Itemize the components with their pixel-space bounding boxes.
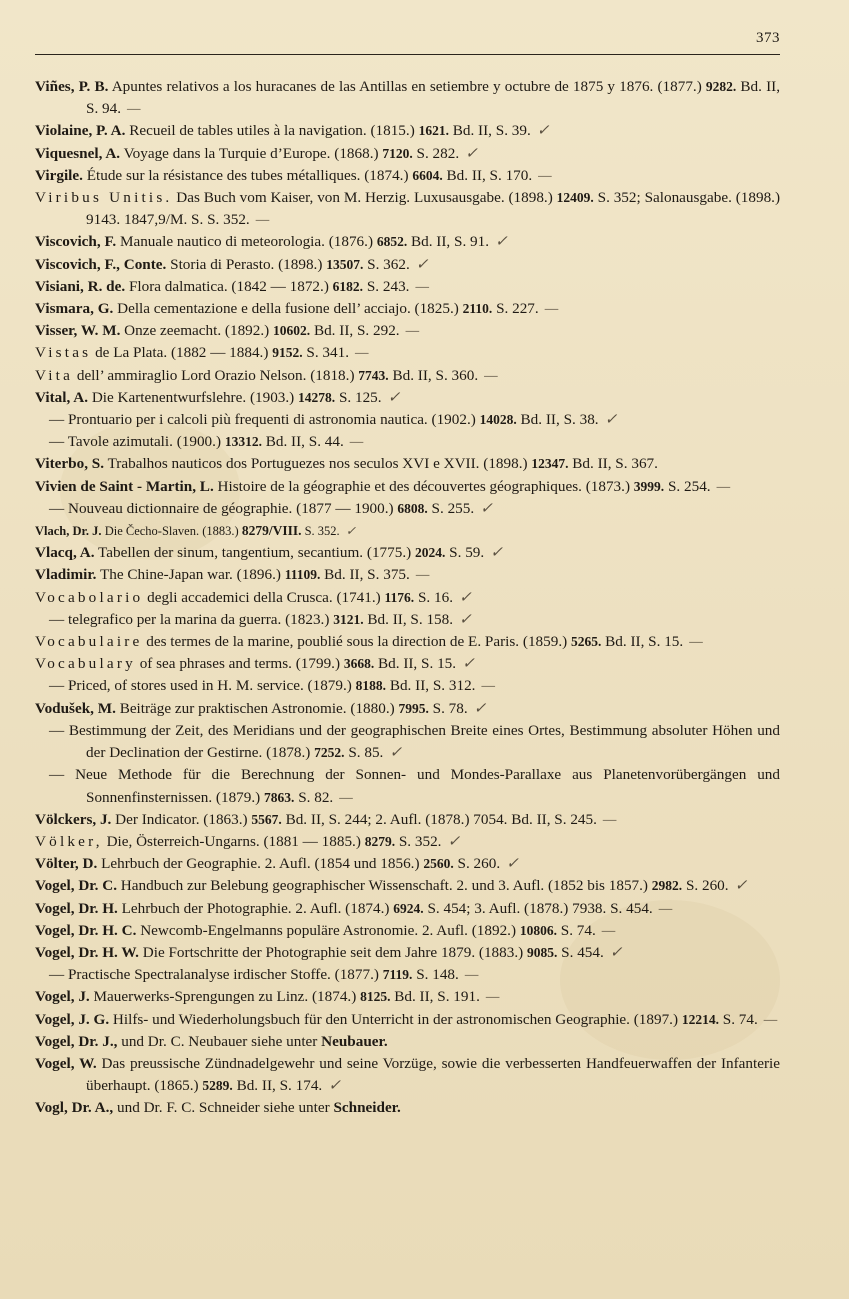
index-entry — [35, 831, 780, 853]
handwritten-dash-icon: — — [415, 277, 429, 295]
entry-reference: Schneider. — [333, 1099, 401, 1117]
handwritten-dash-icon: — — [484, 366, 498, 384]
entry-title: Mauerwerks-Sprengungen zu Linz. (1874.) — [89, 988, 361, 1006]
handwritten-check-icon: ✓ — [345, 524, 357, 539]
entry-number: 2560. — [423, 856, 454, 872]
index-entry — [35, 320, 780, 342]
entry-title: Étude sur la résistance des tubes métalliques. (1874.) — [82, 166, 413, 184]
entry-number: 9152. — [272, 345, 303, 361]
entry-reference: Bd. II, S. 170. — [442, 166, 533, 184]
entry-title: Die Fortschritte der Photographie seit dem Jahre 1879. (1883.) — [138, 943, 527, 961]
entry-number: 8125. — [360, 989, 391, 1005]
entry-heading: Viñes, P. B. — [35, 78, 109, 95]
index-entry — [35, 231, 780, 253]
index-subentry — [35, 764, 780, 808]
handwritten-dash-icon: — — [763, 1010, 778, 1028]
index-entry — [35, 1097, 780, 1119]
entry-number: 7119. — [382, 967, 413, 983]
index-entry — [35, 1053, 780, 1097]
handwritten-check-icon: ✓ — [734, 877, 748, 895]
entry-number: 7252. — [314, 745, 345, 761]
entry-number: 10806. — [519, 922, 557, 938]
entry-heading: — — [49, 499, 65, 517]
index-subentry — [35, 964, 780, 986]
index-entry — [35, 365, 780, 387]
entry-reference: S. 255. — [427, 499, 475, 517]
entry-heading: Vistas — [35, 344, 92, 362]
entry-heading: — — [49, 966, 65, 984]
entry-number: 6604. — [412, 167, 443, 183]
entry-heading: Visiani, R. de. — [35, 277, 126, 295]
entry-title: Practische Spectralanalyse irdischer Stoffe. (1877.) — [64, 966, 383, 984]
entry-reference: Bd. II, S. 15. — [601, 633, 684, 651]
entry-number: 11109. — [284, 567, 321, 583]
handwritten-dash-icon: — — [485, 988, 500, 1006]
handwritten-dash-icon: — — [689, 633, 703, 651]
entry-heading: — — [49, 677, 65, 695]
index-subentry — [35, 609, 780, 631]
entry-title: Storia di Perasto. (1898.) — [166, 255, 327, 273]
entry-reference: S. 78. — [428, 699, 468, 717]
entry-title: Die Kartenentwurfslehre. (1903.) — [88, 388, 299, 406]
index-entry — [35, 920, 780, 942]
handwritten-check-icon: ✓ — [506, 855, 519, 873]
handwritten-check-icon: ✓ — [462, 655, 475, 673]
entry-title: Trabalhos nauticos dos Portuguezes nos seculos XVI e XVII. (1898.) — [104, 455, 532, 473]
page-number: 373 — [756, 30, 780, 46]
entry-heading: Vogl, Dr. A., — [35, 1099, 114, 1117]
handwritten-check-icon: ✓ — [389, 744, 403, 762]
index-entry — [35, 564, 780, 586]
entry-reference: S. 16. — [414, 588, 453, 606]
entry-number: 7743. — [358, 367, 389, 383]
entry-number: 13312. — [224, 434, 262, 450]
entry-heading: Viterbo, S. — [35, 455, 105, 473]
entry-heading: Viscovich, F., Conte. — [35, 255, 167, 273]
index-entry — [35, 653, 780, 675]
entry-number: 5265. — [570, 634, 602, 650]
handwritten-dash-icon: — — [544, 300, 559, 318]
entry-title: Beiträge zur praktischen Astronomie. (1880.) — [115, 699, 399, 717]
entry-heading: Viscovich, F. — [35, 233, 117, 251]
entry-title: Die Čecho-Slaven. (1883.) — [101, 524, 242, 539]
index-entry — [35, 542, 780, 564]
entry-title: Der Indicator. (1863.) — [111, 810, 252, 828]
handwritten-dash-icon: — — [464, 966, 479, 984]
index-entry — [35, 298, 780, 320]
entry-title: Recueil de tables utiles à la navigation. (1815.) — [125, 122, 419, 140]
entry-reference: Bd. II, S. 94. — [86, 78, 780, 118]
index-entry — [35, 986, 780, 1008]
entry-reference: S. 148. — [412, 966, 459, 984]
entry-heading: Vogel, J. G. — [35, 1010, 110, 1028]
entry-heading: Vital, A. — [35, 388, 89, 406]
entry-title: und Dr. C. Neubauer siehe unter — [117, 1032, 322, 1050]
handwritten-check-icon: ✓ — [473, 699, 487, 717]
entry-heading: Vocabulary — [35, 655, 136, 673]
handwritten-check-icon: ✓ — [415, 255, 429, 273]
entry-heading: Virgile. — [35, 166, 83, 184]
handwritten-check-icon: ✓ — [328, 1077, 341, 1095]
entry-number: 3999. — [633, 478, 665, 494]
entry-number: 5289. — [202, 1078, 233, 1094]
entry-reference: Bd. II, S. 360. — [388, 366, 479, 384]
index-entry — [35, 187, 780, 231]
index-entry — [35, 453, 780, 475]
entry-number: 6924. — [393, 900, 424, 916]
entry-reference: S. 243. — [363, 277, 410, 295]
entry-number: 8279. — [364, 833, 396, 849]
entry-number: 12214. — [681, 1011, 719, 1027]
handwritten-dash-icon: — — [481, 677, 495, 695]
entry-reference: S. 260. — [682, 877, 729, 895]
entry-number: 9085. — [527, 944, 558, 960]
entry-heading: Visser, W. M. — [35, 322, 121, 340]
entry-title: Lehrbuch der Geographie. 2. Aufl. (1854 und 1856.) — [97, 855, 424, 873]
index-subentry — [35, 675, 780, 697]
entry-title: Handbuch zur Belebung geographischer Wissenschaft. 2. und 3. Aufl. (1852 bis 1857.) — [117, 877, 652, 895]
entry-title: Della cementazione e della fusione dell’ acciajo. (1825.) — [113, 300, 463, 318]
entry-title: degli accademici della Crusca. (1741.) — [143, 588, 385, 606]
entry-reference: S. 352. — [301, 524, 340, 539]
index-entries — [35, 76, 780, 1120]
entry-title: Tabellen der sinum, tangentium, secantium. (1775.) — [94, 544, 415, 562]
handwritten-dash-icon: — — [349, 433, 364, 451]
entry-title: Tavole azimutali. (1900.) — [64, 433, 225, 451]
entry-reference: S. 82. — [294, 788, 334, 806]
entry-title: Voyage dans la Turquie d’Europe. (1868.) — [120, 144, 383, 162]
entry-heading: — — [49, 721, 65, 739]
entry-title: Onze zeemacht. (1892.) — [120, 322, 274, 340]
handwritten-check-icon: ✓ — [480, 499, 493, 517]
entry-heading: — — [49, 766, 65, 784]
entry-number: 13507. — [326, 256, 364, 272]
handwritten-dash-icon: — — [127, 100, 141, 118]
entry-title: telegrafico per la marina da guerra. (1823.) — [64, 610, 334, 628]
entry-number: 3121. — [333, 611, 364, 627]
entry-number: 2982. — [651, 878, 683, 894]
index-entry — [35, 254, 780, 276]
entry-reference: S. 362. — [363, 255, 410, 273]
handwritten-dash-icon: — — [339, 788, 353, 806]
entry-number: 10602. — [273, 323, 311, 339]
entry-reference: S. 227. — [492, 300, 539, 318]
entry-title: Prontuario per i calcoli più frequenti di astronomia nautica. (1902.) — [64, 411, 480, 429]
entry-heading: Völter, D. — [35, 855, 98, 873]
entry-reference: Bd. II, S. 91. — [407, 233, 490, 251]
handwritten-check-icon: ✓ — [447, 832, 461, 850]
entry-number: 1176. — [384, 589, 415, 605]
entry-reference: Bd. II, S. 375. — [320, 566, 410, 584]
entry-number: 7863. — [264, 789, 295, 805]
index-entry — [35, 520, 780, 542]
entry-number: 8279/VIII. — [241, 523, 302, 539]
index-entry — [35, 1031, 780, 1053]
header-rule — [35, 54, 780, 55]
entry-number: 14278. — [298, 389, 336, 405]
handwritten-dash-icon: — — [538, 166, 552, 184]
entry-heading: Vogel, Dr. C. — [35, 877, 117, 895]
entry-heading: Vocabulaire — [35, 633, 143, 651]
entry-reference: S. 59. — [445, 544, 485, 562]
entry-number: 5567. — [251, 811, 282, 827]
entry-heading: — — [49, 433, 65, 451]
entry-number: 2110. — [462, 301, 493, 317]
index-entry — [35, 120, 780, 142]
entry-heading: Vogel, Dr. H. — [35, 899, 118, 917]
index-entry — [35, 875, 780, 897]
entry-title: Hilfs- und Wiederholungsbuch für den Unterricht in der astronomischen Geographie. (1897.) — [109, 1010, 682, 1028]
index-entry — [35, 698, 780, 720]
entry-title: Neue Methode für die Berechnung der Sonnen- und Mondes-Parallaxe aus Planetenvorübergängen und Sonnenfinsternissen. (1879.) — [64, 766, 780, 806]
entry-heading: Vogel, W. — [35, 1054, 97, 1072]
entry-number: 7120. — [382, 145, 413, 161]
entry-title: Flora dalmatica. (1842 — 1872.) — [125, 277, 333, 295]
entry-number: 9282. — [705, 79, 737, 94]
entry-title: Lehrbuch der Photographie. 2. Aufl. (1874.) — [117, 899, 394, 917]
handwritten-dash-icon: — — [415, 566, 430, 584]
entry-heading: Vodušek, M. — [35, 699, 116, 717]
entry-heading: Vlach, Dr. J. — [35, 524, 102, 539]
entry-title: Das Buch vom Kaiser, von M. Herzig. Luxusausgabe. (1898.) — [172, 189, 557, 207]
handwritten-dash-icon: — — [601, 921, 616, 939]
handwritten-dash-icon: — — [658, 899, 673, 917]
entry-reference: S. 282. — [412, 144, 460, 162]
entry-number: 1621. — [418, 123, 449, 139]
entry-title: Priced, of stores used in H. M. service. (1879.) — [64, 677, 356, 695]
entry-number: 3668. — [343, 656, 375, 672]
entry-title: The Chine-Japan war. (1896.) — [96, 566, 285, 584]
entry-reference: S. 74. — [556, 921, 596, 939]
entry-heading: Völckers, J. — [35, 810, 112, 828]
entry-heading: Vismara, G. — [35, 300, 114, 318]
index-entry — [35, 387, 780, 409]
index-entry — [35, 143, 780, 165]
entry-title: Die, Österreich-Ungarns. (1881 — 1885.) — [102, 832, 365, 850]
entry-heading: Vita — [35, 366, 74, 384]
entry-number: 6182. — [332, 278, 364, 294]
entry-reference: Bd. II, S. 312. — [386, 677, 476, 695]
entry-number: 12347. — [531, 456, 569, 472]
index-subentry — [35, 409, 780, 431]
handwritten-dash-icon: — — [355, 344, 369, 362]
entry-title: Nouveau dictionnaire de géographie. (1877 — 1900.) — [64, 499, 398, 517]
entry-heading: — — [49, 610, 65, 628]
entry-reference: Bd. II, S. 38. — [516, 411, 599, 429]
index-entry — [35, 342, 780, 364]
entry-reference: Bd. II, S. 367. — [568, 455, 658, 473]
handwritten-check-icon: ✓ — [387, 388, 401, 406]
handwritten-check-icon: ✓ — [459, 588, 472, 606]
entry-title: des termes de la marine, poublié sous la direction de E. Paris. (1859.) — [142, 633, 571, 651]
index-entry — [35, 1009, 780, 1031]
handwritten-check-icon: ✓ — [604, 411, 618, 429]
handwritten-check-icon: ✓ — [536, 122, 550, 140]
index-entry — [35, 165, 780, 187]
handwritten-check-icon: ✓ — [609, 943, 623, 961]
entry-reference: S. 352. — [395, 832, 442, 850]
index-subentry — [35, 720, 780, 764]
entry-number: 6852. — [376, 234, 408, 250]
entry-reference: Bd. II, S. 174. — [232, 1077, 323, 1095]
entry-heading: Vladimir. — [35, 566, 97, 584]
entry-reference: S. 260. — [453, 855, 501, 873]
index-subentry — [35, 431, 780, 453]
entry-reference: S. 341. — [302, 344, 350, 362]
entry-reference: S. 125. — [335, 388, 382, 406]
index-entry — [35, 942, 780, 964]
entry-reference: S. 454. — [557, 943, 604, 961]
entry-title: de La Plata. (1882 — 1884.) — [91, 344, 273, 362]
entry-heading: Vogel, Dr. H. C. — [35, 921, 137, 939]
index-entry — [35, 898, 780, 920]
handwritten-check-icon: ✓ — [459, 610, 472, 628]
entry-number: 6808. — [397, 500, 428, 516]
handwritten-dash-icon: — — [405, 322, 420, 340]
entry-heading: — — [49, 411, 65, 429]
entry-reference: S. 74. — [718, 1010, 758, 1028]
entry-heading: Völker, — [35, 832, 103, 850]
handwritten-dash-icon: — — [716, 477, 731, 495]
entry-title: dell’ ammiraglio Lord Orazio Nelson. (1818.) — [73, 366, 359, 384]
entry-reference: Bd. II, S. 292. — [310, 322, 400, 340]
entry-title: Das preussische Zündnadelgewehr und seine Vorzüge, sowie die verbesserten Handfeuerwaffen der Infanterie überhaupt. (1865.) — [86, 1054, 780, 1095]
handwritten-check-icon: ✓ — [490, 544, 503, 562]
index-entry — [35, 631, 780, 653]
entry-reference: Bd. II, S. 44. — [261, 433, 344, 451]
index-subentry — [35, 498, 780, 520]
entry-title: Newcomb-Engelmanns populäre Astronomie. 2. Aufl. (1892.) — [136, 921, 520, 939]
entry-number: 2024. — [414, 545, 446, 561]
index-entry — [35, 476, 780, 498]
entry-reference: Bd. II, S. 15. — [374, 655, 457, 673]
entry-heading: Viquesnel, A. — [35, 144, 121, 162]
entry-heading: Vlacq, A. — [35, 544, 95, 562]
entry-heading: Vocabolario — [35, 588, 144, 606]
entry-heading: Vogel, J. — [35, 988, 90, 1006]
entry-heading: Viribus Unitis. — [35, 189, 173, 207]
index-entry — [35, 587, 780, 609]
entry-title: und Dr. F. C. Schneider siehe unter — [113, 1099, 334, 1117]
entry-heading: Vogel, Dr. H. W. — [35, 943, 139, 961]
entry-heading: Violaine, P. A. — [35, 122, 126, 140]
entry-heading: Vogel, Dr. J., — [35, 1032, 118, 1050]
entry-reference: Bd. II, S. 158. — [363, 610, 454, 628]
entry-number: 8188. — [355, 678, 387, 694]
entry-reference: Bd. II, S. 244; 2. Aufl. (1878.) 7054. Bd. II, S. 245. — [281, 810, 597, 828]
entry-heading: Vivien de Saint - Martin, L. — [35, 477, 214, 495]
handwritten-dash-icon: — — [255, 211, 270, 229]
index-entry — [35, 276, 780, 298]
entry-reference: S. 352; Salonausgabe. (1898.) 9143. 1847,9/M. S. S. 352. — [86, 189, 781, 229]
entry-number: 14028. — [479, 412, 517, 428]
entry-number: 12409. — [556, 190, 594, 206]
handwritten-check-icon: ✓ — [495, 233, 508, 251]
handwritten-check-icon: ✓ — [465, 144, 478, 162]
entry-reference: Bd. II, S. 39. — [448, 122, 531, 140]
entry-title: Bestimmung der Zeit, des Meridians und der geographischen Breite eines Ortes, Bestimmung absoluter Höhen und der Declination der Gestirne. (1878.) — [64, 721, 780, 762]
entry-title: of sea phrases and terms. (1799.) — [135, 655, 344, 673]
entry-title: Manuale nautico di meteorologia. (1876.) — [116, 233, 377, 251]
entry-reference: S. 85. — [344, 744, 384, 762]
entry-reference: S. 254. — [664, 477, 711, 495]
index-entry — [35, 809, 780, 831]
entry-reference: Neubauer. — [321, 1032, 388, 1050]
entry-reference: Bd. II, S. 191. — [390, 988, 480, 1006]
handwritten-dash-icon: — — [602, 810, 617, 828]
index-entry — [35, 76, 780, 120]
entry-number: 7995. — [398, 700, 429, 716]
entry-title: Apuntes relativos a los huracanes de las Antillas en setiembre y octubre de 1875 y 1876. (1877.) — [108, 78, 706, 95]
entry-reference: S. 454; 3. Aufl. (1878.) 7938. S. 454. — [423, 899, 653, 917]
entry-title: Histoire de la géographie et des découvertes géographiques. (1873.) — [213, 477, 634, 495]
index-entry — [35, 853, 780, 875]
